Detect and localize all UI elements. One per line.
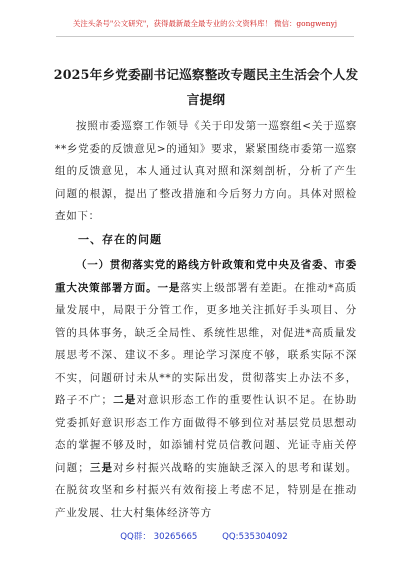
paragraph-lead: （一）贯彻落实党的路线方针政策和党中央及省委、市委重大决策部署方面。 — [55, 259, 357, 294]
problem-paragraph — [55, 254, 357, 524]
footer-qq-number: QQ:535304092 — [222, 532, 288, 542]
section-heading: 一、存在的问题 — [78, 233, 162, 246]
point-three-label: 三是 — [89, 461, 114, 474]
point-one-text: 落实上级部署有差距。在推动*高质量发展中，局限于分管工作，更多地关注抓好手头项目、分管的具体事务，缺乏全局性、系统性思维，对促进*高质量发展思考不深、建议不多。理论学习深度不够，联系实际不深不实，问题研讨未从**的实际出发，贯彻落实上办法不多，路子不广； — [55, 281, 358, 406]
point-one-label: 一是 — [157, 281, 181, 294]
intro-paragraph: 按照市委巡察工作领导《关于印发第一巡察组<关于巡察**乡党委的反馈意见>的通知》要求，紧紧围绕市委第一巡察组的反馈意见，本人通过认真对照和深刻剖析，分析了产生问题的根源，提出了整改措施和今后努力方向。具体对照检查如下： — [55, 120, 357, 222]
header-divider — [56, 36, 354, 37]
point-two-text: 对意识形态工作的重要性认识不足。在协助党委抓好意识形态工作方面做得不够到位对基层党员思想动态的掌握不够及时，如添铺村党员信教问题、光证寺庙关停问题； — [55, 394, 357, 474]
point-three-text: 对乡村振兴战略的实施缺乏深入的思考和谋划。在脱贫攻坚和乡村振兴有效衔接上考虑不足，特别是在推动产业发展、壮大村集体经济等方 — [55, 461, 357, 519]
document-title: 2025年乡党委副书记巡察整改专题民主生活会个人发言提纲 — [53, 67, 359, 107]
footer-contact — [0, 531, 408, 543]
point-two-label: 二是 — [112, 394, 137, 406]
header-banner: 关注头条号"公文研究"，获得最新最全最专业的公文资料库！ 微信：gongwenyj — [72, 19, 338, 28]
footer-qq-group: QQ群： 30265665 — [120, 532, 198, 542]
